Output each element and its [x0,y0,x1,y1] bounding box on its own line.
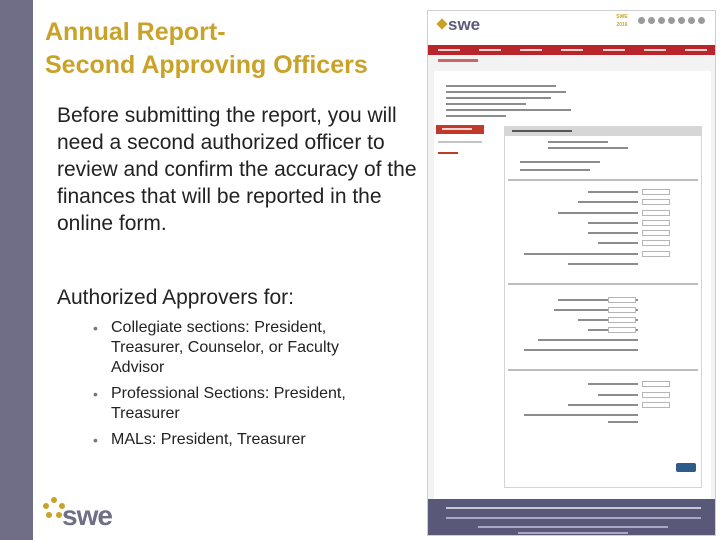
social-icons [638,17,705,24]
site-breadcrumb [438,59,478,62]
left-accent-bar [0,0,33,540]
bullet-icon: • [93,386,98,402]
site-side-tab [436,125,484,134]
social-icon [658,17,665,24]
social-icon [648,17,655,24]
site-footer [428,499,716,536]
bullet-icon: • [93,432,98,448]
title-line-2: Second Approving Officers [45,51,368,79]
site-logo: swe [438,15,480,35]
list-item: • Professional Sections: President, Treasurer [93,385,346,422]
social-icon [688,17,695,24]
list-item: • Collegiate sections: President, Treasurer, Counselor, or Faculty Advisor [93,319,339,376]
site-header [428,11,716,45]
site-submit-button [676,463,696,472]
social-icon [678,17,685,24]
list-item: • MALs: President, Treasurer [93,431,306,448]
site-nav-bar [428,45,716,55]
swe-logo [42,496,122,530]
star-icon [436,18,447,29]
approver-list [93,318,393,456]
approvers-heading: Authorized Approvers for: [57,286,294,309]
social-icon [668,17,675,24]
title-line-1: Annual Report- [45,18,226,46]
social-icon [638,17,645,24]
body-paragraph: Before submitting the report, you will need a second authorized officer to review and confirm the accuracy of the finances that will be reported in the online form. [57,104,417,235]
website-screenshot [427,10,716,536]
slide-title [45,16,425,82]
social-icon [698,17,705,24]
logo-wordmark: swe [62,500,112,531]
anniversary-badge: SWE 2016 [616,14,628,28]
bullet-icon: • [93,320,98,336]
